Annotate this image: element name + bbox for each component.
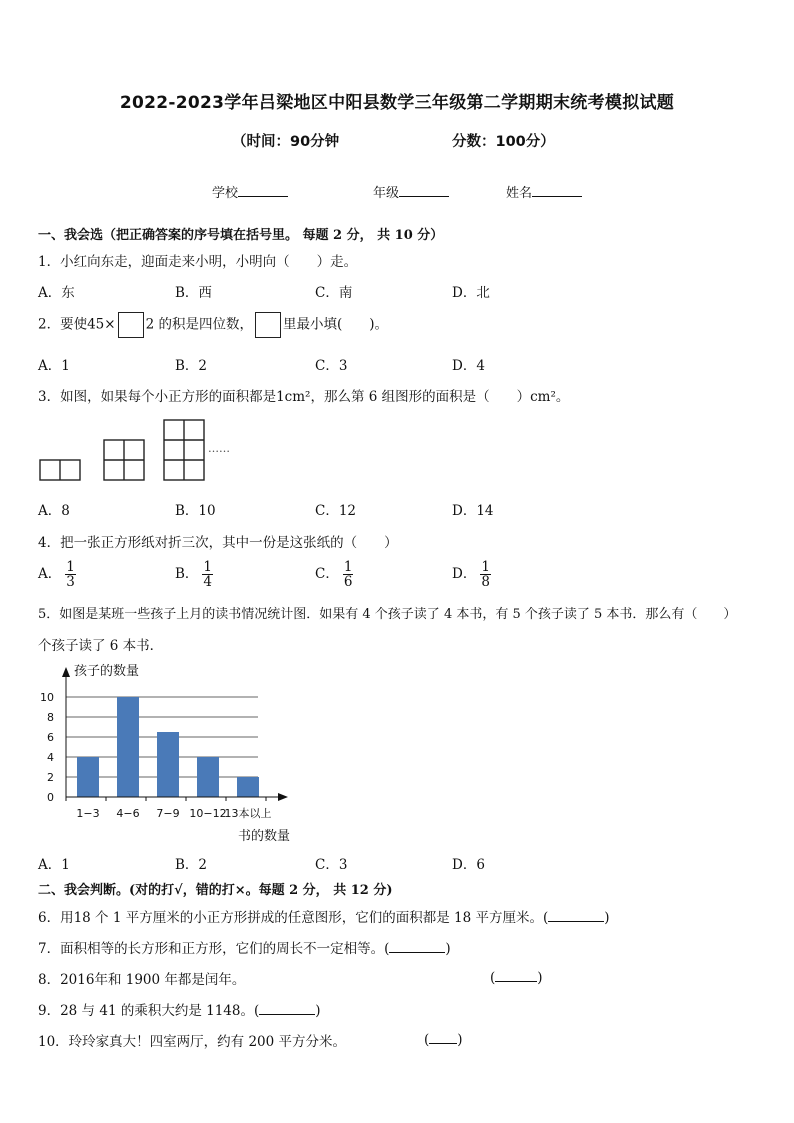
q2-part3: 里最小填( )。 bbox=[282, 316, 389, 333]
chart-x-axis-arrow bbox=[278, 793, 288, 801]
judge-8-answer bbox=[490, 968, 543, 986]
judge-10-open: ( bbox=[424, 1032, 430, 1048]
q1-text: 1．小红向东走，迎面走来小明，小明向（ ）走。 bbox=[38, 254, 358, 270]
judge-item-7 bbox=[38, 937, 451, 957]
judge-9-close: ) bbox=[315, 1003, 321, 1019]
chart-y-tick-label: 6 bbox=[47, 731, 54, 744]
judge-8-close: ) bbox=[537, 970, 543, 986]
chart-bar bbox=[117, 697, 139, 797]
name-label: 姓名 bbox=[506, 186, 533, 201]
exam-time: （时间：90分钟 bbox=[232, 134, 340, 150]
judge-6-answer-blank[interactable] bbox=[548, 908, 604, 922]
judge-10-answer bbox=[424, 1030, 463, 1048]
q4-option-c[interactable] bbox=[315, 560, 353, 589]
q1-option-a[interactable]: A．东 bbox=[38, 285, 75, 301]
chart-y-tick-label: 10 bbox=[40, 691, 54, 704]
chart-x-axis-label: 书的数量 bbox=[238, 829, 291, 844]
grade-field[interactable] bbox=[373, 182, 449, 201]
chart-y-axis-label: 孩子的数量 bbox=[74, 664, 140, 679]
judge-10-answer-blank[interactable] bbox=[429, 1030, 457, 1044]
chart-y-tick-label: 2 bbox=[47, 771, 54, 784]
judge-10-text: 10．玲玲家真大！四室两厅，约有 200 平方分米。 bbox=[38, 1034, 347, 1050]
q5-option-d[interactable]: D．6 bbox=[452, 857, 485, 873]
grade-label: 年级 bbox=[373, 186, 400, 201]
chart-x-tick-label: 7−9 bbox=[156, 807, 180, 820]
judge-9-text: 9．28 与 41 的乘积大约是 1148。( bbox=[38, 1003, 260, 1019]
q5-option-a[interactable]: A．1 bbox=[38, 857, 70, 873]
section2-heading: 二、我会判断。(对的打√，错的打×。每题 2 分， 共 12 分) bbox=[38, 883, 393, 898]
q5-option-b[interactable]: B．2 bbox=[175, 857, 208, 873]
exam-score: 分数：100分） bbox=[452, 134, 555, 150]
chart-x-tick-label: 13本以上 bbox=[224, 807, 272, 820]
judge-7-answer-blank[interactable] bbox=[389, 939, 445, 953]
chart-bar bbox=[237, 777, 259, 797]
judge-9-answer-blank[interactable] bbox=[259, 1001, 315, 1015]
judge-6-close: ) bbox=[604, 910, 610, 926]
chart-y-tick-label: 4 bbox=[47, 751, 54, 764]
fraction-one-eighth: $\frac{1}{8}$ bbox=[481, 559, 490, 590]
chart-bar bbox=[197, 757, 219, 797]
q2-blank-box-2[interactable] bbox=[255, 312, 281, 338]
fraction-one-sixth: $\frac{1}{6}$ bbox=[343, 559, 353, 590]
judge-8-text: 8．2016年和 1900 年都是闰年。 bbox=[38, 972, 246, 988]
section1-heading: 一、我会选（把正确答案的序号填在括号里。 每题 2 分， 共 10 分） bbox=[38, 228, 444, 243]
judge-item-6 bbox=[38, 906, 610, 926]
q4-option-d-label: D． bbox=[452, 566, 477, 582]
q3-option-d[interactable]: D．14 bbox=[452, 503, 494, 519]
q2-part2: 2 的积是四位数， bbox=[145, 316, 253, 333]
q1-option-c[interactable]: C．南 bbox=[315, 285, 353, 301]
q2-text bbox=[38, 312, 388, 338]
chart-x-tick-label: 4−6 bbox=[116, 807, 140, 820]
chart-y-tick-label: 0 bbox=[47, 791, 54, 804]
q2-blank-box[interactable] bbox=[118, 312, 144, 338]
q5-text-line1: 5．如图是某班一些孩子上月的读书情况统计图．如果有 4 个孩子读了 4 本书，有 5 个孩子读了 5 本书．那么有（ ） bbox=[38, 607, 737, 622]
q5-option-c[interactable]: C．3 bbox=[315, 857, 348, 873]
judge-7-close: ) bbox=[445, 941, 451, 957]
q1-option-b[interactable]: B．西 bbox=[175, 285, 212, 301]
q2-option-a[interactable]: A．1 bbox=[38, 358, 70, 374]
q3-option-b[interactable]: B．10 bbox=[175, 503, 216, 519]
q3-option-a[interactable]: A．8 bbox=[38, 503, 70, 519]
q1-option-d[interactable]: D．北 bbox=[452, 285, 490, 301]
q3-ellipsis: …… bbox=[208, 442, 230, 455]
q4-option-c-label: C． bbox=[315, 566, 339, 582]
school-label: 学校 bbox=[212, 186, 239, 201]
fraction-one-quarter: $\frac{1}{4}$ bbox=[203, 559, 213, 590]
grade-blank[interactable] bbox=[399, 183, 449, 197]
q2-option-d[interactable]: D．4 bbox=[452, 358, 485, 374]
chart-y-tick-label: 8 bbox=[47, 711, 54, 724]
q2-option-c[interactable]: C．3 bbox=[315, 358, 348, 374]
q4-text: 4．把一张正方形纸对折三次，其中一份是这张纸的（ ） bbox=[38, 535, 398, 551]
fraction-one-third: $\frac{1}{3}$ bbox=[66, 559, 75, 590]
q4-option-b[interactable] bbox=[175, 560, 213, 589]
q4-option-a[interactable] bbox=[38, 560, 76, 589]
q4-option-d[interactable] bbox=[452, 560, 491, 589]
judge-8-open: ( bbox=[490, 970, 496, 986]
school-field[interactable] bbox=[212, 182, 288, 201]
chart-bar bbox=[77, 757, 99, 797]
judge-10-close: ) bbox=[457, 1032, 463, 1048]
q3-option-c[interactable]: C．12 bbox=[315, 503, 357, 519]
q5-text-line2: 个孩子读了 6 本书． bbox=[38, 638, 164, 654]
reading-bar-chart bbox=[30, 655, 310, 850]
q4-option-a-label: A． bbox=[38, 566, 62, 582]
q2-option-b[interactable]: B．2 bbox=[175, 358, 208, 374]
q3-text: 3．如图，如果每个小正方形的面积都是1cm²，那么第 6 组图形的面积是（ ）cm²。 bbox=[38, 389, 570, 405]
chart-bar bbox=[157, 732, 179, 797]
judge-7-text: 7．面积相等的长方形和正方形，它们的周长不一定相等。( bbox=[38, 941, 390, 957]
judge-6-text: 6．用18 个 1 平方厘米的小正方形拼成的任意图形，它们的面积都是 18 平方厘米。( bbox=[38, 910, 549, 926]
chart-y-axis-arrow bbox=[62, 667, 70, 677]
school-blank[interactable] bbox=[238, 183, 288, 197]
q4-option-b-label: B． bbox=[175, 566, 199, 582]
exam-title: 2022-2023学年吕梁地区中阳县数学三年级第二学期期末统考模拟试题 bbox=[119, 93, 675, 113]
chart-x-tick-label: 10−12 bbox=[189, 807, 227, 820]
judge-8-answer-blank[interactable] bbox=[495, 968, 537, 982]
judge-item-8 bbox=[38, 968, 245, 988]
name-blank[interactable] bbox=[532, 183, 582, 197]
q2-part1: 2．要使45× bbox=[38, 316, 116, 333]
judge-item-10 bbox=[38, 1030, 346, 1050]
name-field[interactable] bbox=[506, 182, 582, 201]
judge-item-9 bbox=[38, 999, 321, 1019]
chart-x-tick-label: 1−3 bbox=[76, 807, 100, 820]
